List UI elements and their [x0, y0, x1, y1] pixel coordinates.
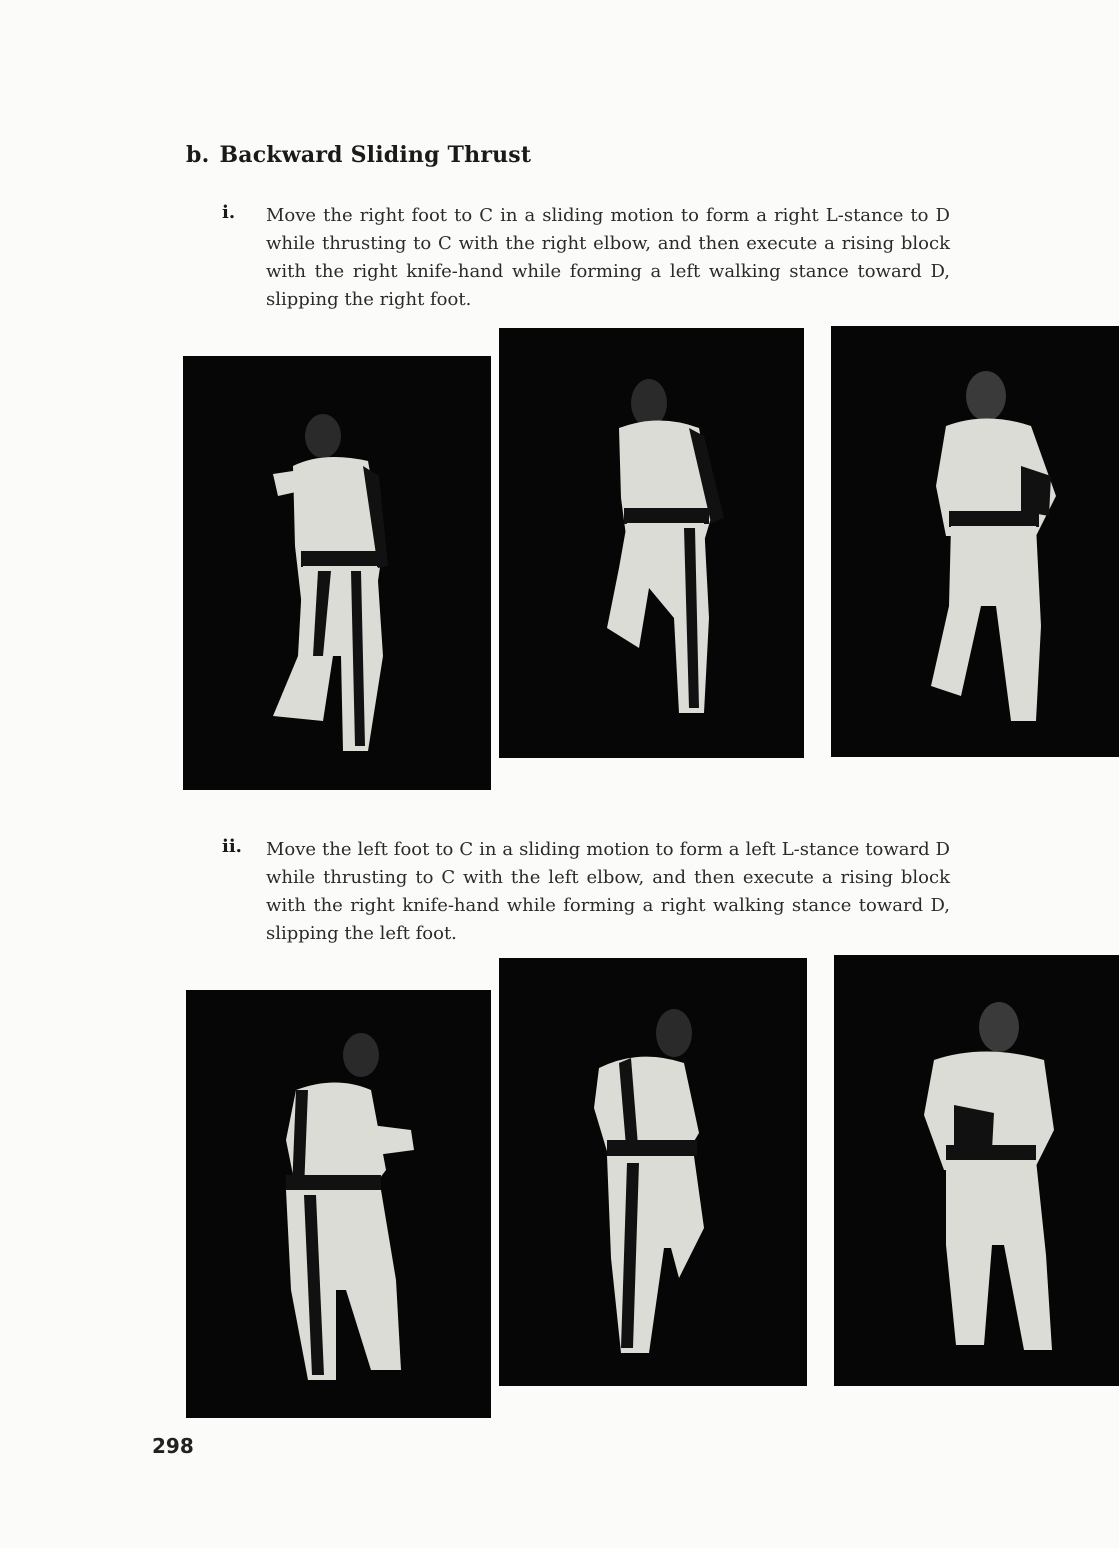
- step-text: Move the left foot to C in a sliding motion to form a left L-stance toward D while thrusting to C with the left elbow, and then execute a rising block with the right knife-hand while forming a right walking stance toward D, slipping the left foot.: [266, 839, 950, 944]
- photo-1-1: [183, 356, 491, 790]
- photo-1-3: [831, 326, 1119, 757]
- martial-artist-figure: [183, 356, 491, 790]
- martial-artist-figure: [499, 328, 804, 758]
- martial-artist-figure: [186, 990, 491, 1418]
- section-title: Backward Sliding Thrust: [219, 142, 532, 168]
- page-number: 298: [152, 1434, 194, 1458]
- martial-artist-figure: [831, 326, 1119, 757]
- photo-2-1: [186, 990, 491, 1418]
- section-label: b.: [186, 142, 210, 168]
- step-number: i.: [222, 202, 236, 223]
- step-number: ii.: [222, 836, 242, 857]
- photo-1-2: [499, 328, 804, 758]
- martial-artist-figure: [499, 958, 807, 1386]
- section-heading: [186, 142, 531, 168]
- photo-2-3: [834, 955, 1119, 1386]
- martial-artist-figure: [834, 955, 1119, 1386]
- photo-2-2: [499, 958, 807, 1386]
- step-text: Move the right foot to C in a sliding motion to form a right L-stance to D while thrusting to C with the right elbow, and then execute a rising block with the right knife-hand while forming a left walking stance toward D, slipping the right foot.: [266, 205, 950, 310]
